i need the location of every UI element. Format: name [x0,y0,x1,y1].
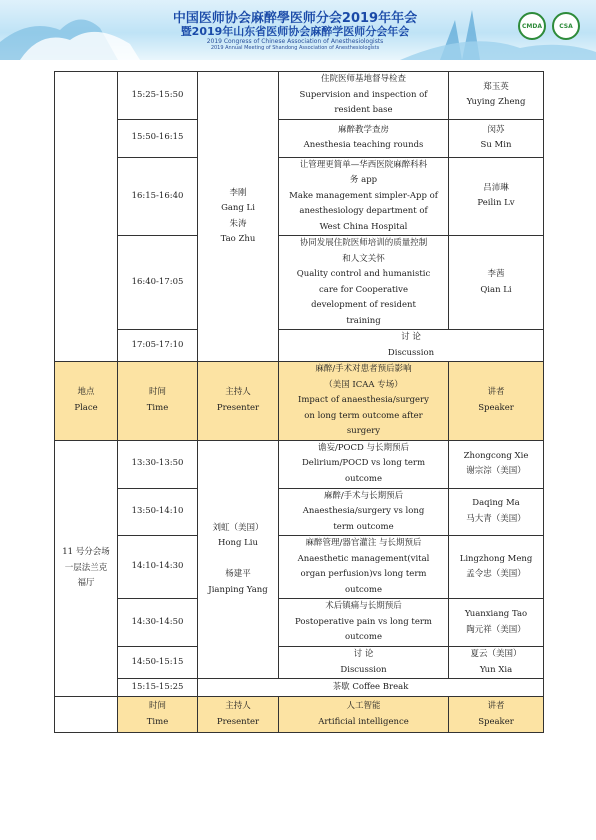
topic-cell [279,157,449,236]
table-row [55,599,544,647]
header-row [55,362,544,441]
speaker-cell [449,157,544,236]
presenter-name-cn: 杨建平 [225,569,251,579]
time-cell: 17:05-17:10 [118,330,198,362]
topic-en: Postoperative pain vs long term [295,616,432,627]
speaker-cell [449,647,544,679]
speaker-name-en: Yuanxiang Tao [464,609,528,619]
table-row [55,330,544,362]
speaker-cell [449,536,544,599]
presenter-name-en: Hong Liu [218,538,258,548]
header-en: Time [146,716,169,727]
break-row [55,679,544,697]
topic-cn: 麻醉教学查房 [337,124,389,135]
topic-en: organ perfusion)vs long term [300,569,427,579]
topic-en: resident base [334,105,393,115]
header-cn: 主持人 [225,387,251,398]
topic-en: Delirium/POCD vs long term [301,458,426,469]
presenter-cell [198,440,279,679]
topic-cn: 谵妄/POCD 与长期预后 [317,442,410,453]
cmda-logo: CMDA [518,12,546,40]
table-row [55,647,544,679]
speaker-name-cn: 闵苏 [487,124,505,135]
speaker-cell [449,440,544,488]
topic-cell [279,536,449,599]
header-en: Artificial intelligence [318,716,409,727]
presenter-cell [198,72,279,362]
presenter-name-cn: 刘虹（美国） [212,522,264,533]
presenter-name-en: Tao Zhu [220,234,256,244]
speaker-name-en: Lingzhong Meng [459,553,533,564]
header-en: Speaker [478,716,514,727]
discussion-cn: 讨 论 [401,332,421,342]
time-cell: 13:50-14:10 [118,488,198,536]
header-en: surgery [346,426,381,436]
discussion-cell [279,647,449,679]
header-row [55,697,544,733]
topic-cell [279,236,449,330]
topic-cell [279,599,449,647]
header-cn: 时间 [148,701,166,711]
speaker-name-cn: 郑玉英 [483,81,509,92]
header-cn: 讲者 [487,701,505,711]
topic-en: Make management simpler-App of [289,190,438,201]
topic-cn: 麻醉/手术与长期预后 [323,490,404,501]
time-cell: 16:40-17:05 [118,236,198,330]
topic-cell [279,488,449,536]
speaker-name-en: Peilin Lv [477,198,515,209]
congress-banner [0,0,596,60]
time-cell: 14:50-15:15 [118,647,198,679]
speaker-name-cn: 谢宗淙（美国） [466,466,526,476]
speaker-name-en: Qian Li [480,284,512,295]
topic-en: training [346,315,381,326]
topic-cn: 协同发展住院医师培训的质量控制 [299,238,428,248]
speaker-header [449,362,544,441]
topic-cn: 务 app [349,175,378,185]
topic-en: outcome [345,473,382,484]
topic-en: Anaesthetic management(vital [297,553,430,564]
place-name: 一层法兰克 [64,562,108,573]
time-cell: 15:50-16:15 [118,119,198,157]
header-en: Presenter [216,716,260,727]
topic-en: Quality control and humanistic [296,269,431,279]
topic-en: Anaesthesia/surgery vs long [302,506,425,516]
presenter-header [198,362,279,441]
header-cn: 人工智能 [346,701,381,711]
topic-cn: 让管理更简单—华西医院麻醉科科 [299,159,428,170]
topic-header [279,362,449,441]
table-row [55,236,544,330]
place-cell [55,72,118,362]
speaker-cell [449,119,544,157]
topic-cell [279,72,449,120]
table-row [55,488,544,536]
header-cn: 地点 [77,387,95,398]
speaker-name-cn: 陶元祥（美国） [466,624,526,635]
header-cn: 讲者 [487,387,505,398]
topic-en: Supervision and inspection of [299,89,428,100]
topic-cn: 和人文关怀 [342,253,385,264]
speaker-name-en: Su Min [480,140,512,150]
banner-subtitle-en: 2019 Annual Meeting of Shandong Association of Anesthesiologists [210,45,380,51]
discussion-en: Discussion [340,664,387,675]
speaker-name-en: Yun Xia [479,664,513,675]
topic-en: development of resident [311,300,416,310]
header-en: Speaker [478,402,514,413]
table-row [55,536,544,599]
time-cell: 15:25-15:50 [118,72,198,120]
speaker-cell [449,488,544,536]
topic-en: term outcome [333,521,394,532]
topic-en: anesthesiology department of [299,206,428,216]
table-row [55,157,544,236]
banner-subtitle-cn: 暨2019年山东省医师协会麻醉学医师分会年会 [180,25,410,38]
time-header [118,362,198,441]
time-cell: 16:15-16:40 [118,157,198,236]
header-en: Presenter [216,402,260,413]
csa-logo: CSA [552,12,580,40]
discussion-cn: 讨 论 [353,649,374,659]
speaker-name-cn: 吕沛琳 [483,182,509,193]
header-cn: 时间 [148,387,166,398]
table-row [55,440,544,488]
topic-header [279,697,449,733]
topic-cell [279,440,449,488]
place-cell [55,440,118,697]
topic-en: Anesthesia teaching rounds [303,140,424,150]
time-cell: 14:30-14:50 [118,599,198,647]
time-header [118,697,198,733]
topic-en: care for Cooperative [319,284,408,295]
table-row [55,119,544,157]
speaker-name-cn: 马大青（美国） [466,513,526,524]
header-en: Time [146,402,169,413]
topic-cn: 住院医师基地督导检查 [320,74,406,84]
time-cell: 15:15-15:25 [118,679,198,697]
presenter-name-en: Jianping Yang [208,584,268,595]
presenter-header [198,697,279,733]
header-cn: 主持人 [225,701,251,711]
discussion-cell [279,330,544,362]
place-name: 福厅 [77,578,95,588]
speaker-name-en: Zhongcong Xie [463,450,529,461]
speaker-cell [449,236,544,330]
topic-en: outcome [345,584,382,595]
topic-cn: 麻醉管理/器官灌注 与长期预后 [305,538,422,548]
header-cn: （美国 ICAA 专场） [324,379,403,390]
presenter-name-cn: 李刚 [229,187,247,198]
place-cell [55,697,118,733]
header-en: Place [74,402,98,413]
topic-cell [279,119,449,157]
time-cell: 13:30-13:50 [118,440,198,488]
speaker-header [449,697,544,733]
banner-title-en: 2019 Congress of Chinese Association of Anesthesiologists [206,38,384,45]
speaker-name-cn: 夏云（美国） [470,649,522,659]
speaker-name-en: Yuying Zheng [466,97,526,108]
speaker-cell [449,599,544,647]
speaker-cell [449,72,544,120]
time-cell: 14:10-14:30 [118,536,198,599]
speaker-name-en: Daqing Ma [472,498,520,509]
topic-cn: 术后镇痛与长期预后 [325,601,402,612]
presenter-name-cn: 朱涛 [229,218,247,229]
place-name: 11 号分会场 [62,547,110,557]
topic-en: outcome [345,632,382,643]
presenter-spacer [201,552,275,568]
speaker-name-cn: 孟令忠（美国） [466,569,526,579]
speaker-name-cn: 李茜 [487,269,505,279]
header-en: Impact of anaesthesia/surgery [298,395,429,405]
header-cn: 麻醉/手术对患者预后影响 [315,364,412,374]
banner-title-cn: 中国医师协会麻醉學医师分会2019年年会 [172,11,418,26]
coffee-break-cell: 茶歇 Coffee Break [198,679,544,697]
schedule-table [54,71,544,733]
topic-en: West China Hospital [319,221,408,232]
presenter-name-en: Gang Li [221,203,255,213]
discussion-en: Discussion [387,347,435,358]
table-row [55,72,544,120]
place-header [55,362,118,441]
header-en: on long term outcome after [304,410,423,421]
